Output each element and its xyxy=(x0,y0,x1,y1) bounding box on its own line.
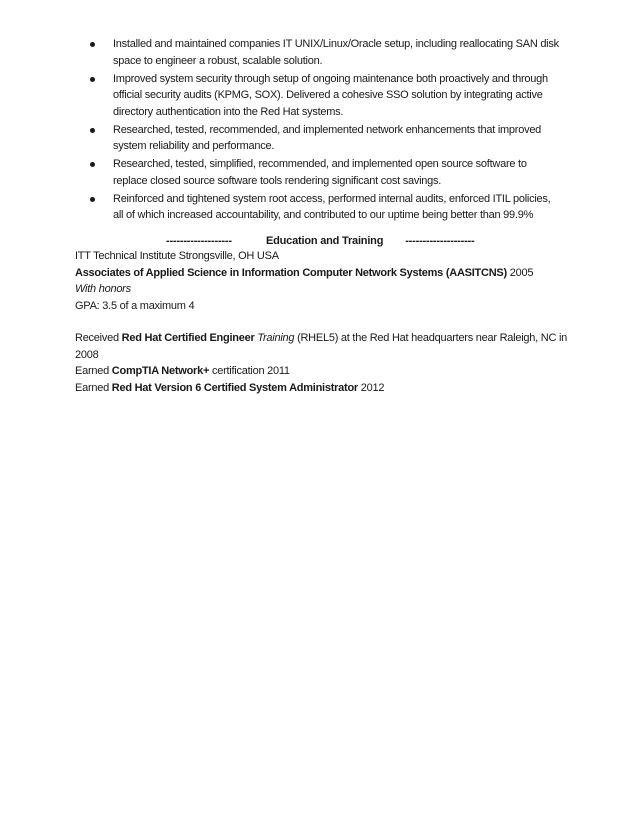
bullet-text: Researched, tested, simplified, recommended, and implemented open source software to xyxy=(113,158,527,170)
certifications-section xyxy=(75,330,575,396)
list-item xyxy=(75,122,575,155)
honors-text: With honors xyxy=(75,283,131,295)
certification-prefix: Earned xyxy=(75,381,112,394)
heading-dashes-left: ------------------- xyxy=(166,235,232,247)
degree-year: 2005 xyxy=(506,266,534,279)
experience-bullet-list xyxy=(75,36,575,225)
certification-prefix: Received xyxy=(75,332,122,344)
bullet-text: space to engineer a robust, scalable solution. xyxy=(113,54,323,67)
bullet-icon xyxy=(90,128,95,133)
certification-prefix: Earned xyxy=(75,365,112,377)
bullet-text: Installed and maintained companies IT UNIX/Linux/Oracle setup, including reallocating SAN disk xyxy=(113,38,559,50)
section-title: Education and Training xyxy=(266,235,384,247)
certification-line xyxy=(75,380,575,397)
bullet-icon xyxy=(90,197,95,202)
bullet-text: Reinforced and tightened system root access, performed internal audits, enforced ITIL policies, xyxy=(113,192,551,205)
certification-italic: Training xyxy=(254,332,295,344)
gpa-text: GPA: 3.5 of a maximum 4 xyxy=(75,299,195,312)
school-name: ITT Technical Institute Strongsville, OH USA xyxy=(75,250,279,262)
bullet-text: Improved system security through setup of ongoing maintenance both proactively and through xyxy=(113,72,548,85)
certification-line-cont: 2008 xyxy=(75,348,99,361)
certification-line xyxy=(75,330,575,347)
list-item xyxy=(75,36,575,69)
bullet-icon xyxy=(90,77,95,82)
bullet-text: system reliability and performance. xyxy=(113,140,275,152)
degree-line xyxy=(75,265,575,282)
bullet-icon xyxy=(90,162,95,167)
certification-name: CompTIA Network+ xyxy=(111,365,210,377)
section-heading xyxy=(166,233,486,249)
certification-name: Red Hat Version 6 Certified System Administrator xyxy=(111,381,358,394)
bullet-icon xyxy=(90,42,95,47)
list-item xyxy=(75,156,575,189)
certification-line xyxy=(75,363,575,380)
bullet-text: official security audits (KPMG, SOX). Delivered a cohesive SSO solution by integrating active xyxy=(113,89,543,101)
education-section xyxy=(75,248,575,314)
degree-title: Associates of Applied Science in Information Computer Network Systems (AASITCNS) xyxy=(75,266,507,279)
certification-suffix: (RHEL5) at the Red Hat headquarters near Raleigh, NC in xyxy=(294,332,568,344)
certification-suffix: certification 2011 xyxy=(209,365,290,377)
bullet-text: Researched, tested, recommended, and implemented network enhancements that improved xyxy=(113,123,542,136)
certification-name: Red Hat Certified Engineer xyxy=(121,332,255,344)
bullet-text: replace closed source software tools rendering significant cost savings. xyxy=(113,174,442,187)
list-item xyxy=(75,191,575,224)
bullet-text: all of which increased accountability, and contributed to our uptime being better than 99.9% xyxy=(113,209,534,221)
certification-suffix: 2012 xyxy=(357,381,385,394)
list-item xyxy=(75,71,575,121)
bullet-text: directory authentication into the Red Hat systems. xyxy=(113,105,344,118)
heading-dashes-right: -------------------- xyxy=(405,235,475,247)
